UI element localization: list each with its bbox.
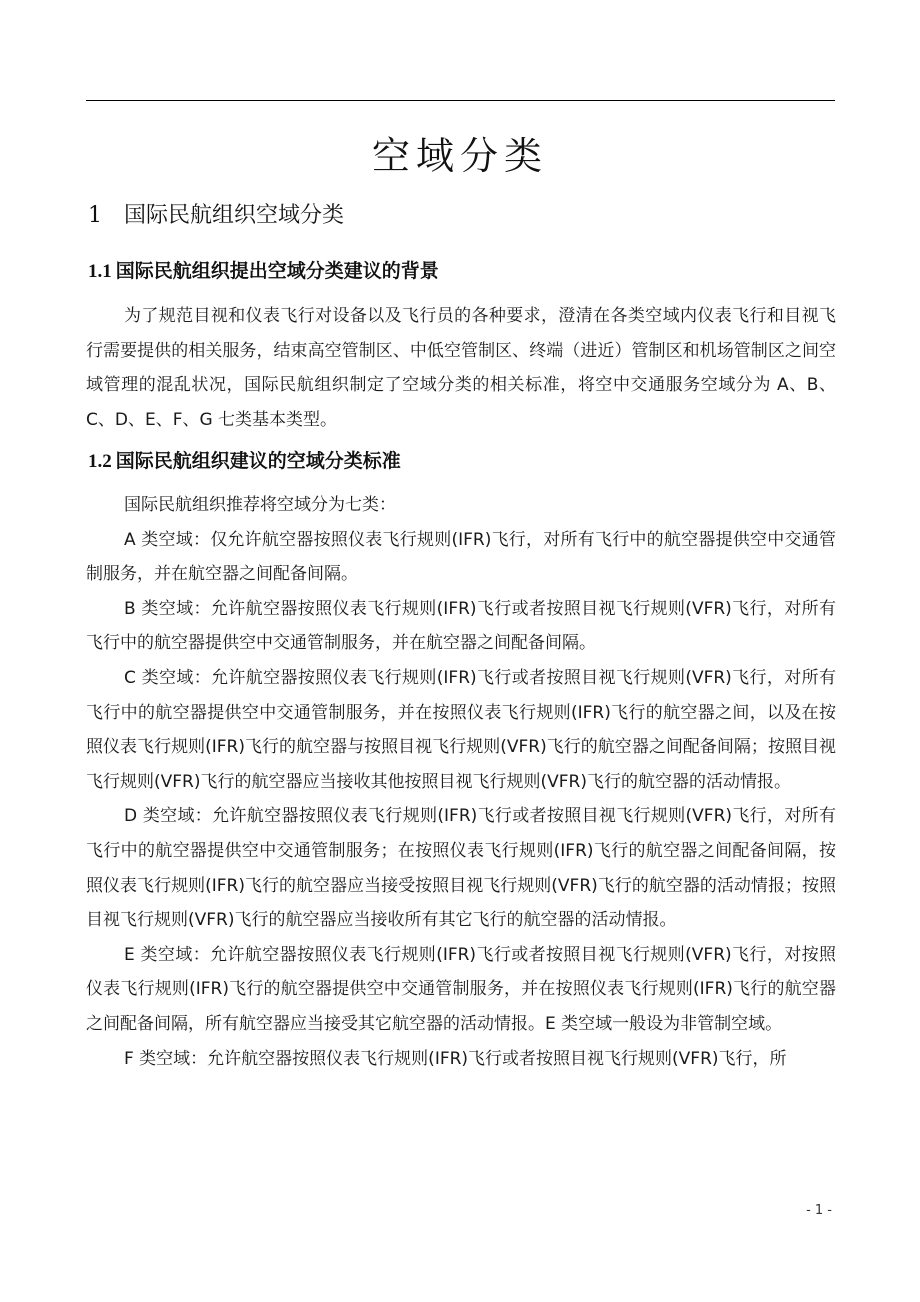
paragraph-class-c: C 类空域：允许航空器按照仪表飞行规则(IFR)飞行或者按照目视飞行规则(VFR)飞行，对所有飞行中的航空器提供空中交通管制服务，并在按照仪表飞行规则(IFR)飞行的航空器之间，以及在按照仪表飞行规则(IFR)飞行的航空器与按照目视飞行规则(VFR)飞行的航空器之间配备间隔；按照目视飞行规则(VFR)飞行的航空器应当接收其他按照目视飞行规则(VFR)飞行的航空器的活动情报。 [86, 667, 836, 792]
page-number: - 1 - [806, 1203, 832, 1218]
paragraph-class-a: A 类空域：仅允许航空器按照仪表飞行规则(IFR)飞行，对所有飞行中的航空器提供空中交通管制服务，并在航空器之间配备间隔。 [86, 529, 836, 585]
section-1-1-number: 1.1 [88, 261, 112, 282]
section-1-number: 1 [88, 203, 102, 228]
paragraph-class-b: B 类空域：允许航空器按照仪表飞行规则(IFR)飞行或者按照目视飞行规则(VFR)飞行，对所有飞行中的航空器提供空中交通管制服务，并在航空器之间配备间隔。 [86, 598, 836, 654]
section-1-title: 国际民航组织空域分类 [124, 203, 345, 228]
paragraph-class-d: D 类空域：允许航空器按照仪表飞行规则(IFR)飞行或者按照目视飞行规则(VFR)飞行，对所有飞行中的航空器提供空中交通管制服务；在按照仪表飞行规则(IFR)飞行的航空器之间配备间隔，按照仪表飞行规则(IFR)飞行的航空器应当接受按照目视飞行规则(VFR)飞行的航空器的活动情报；按照目视飞行规则(VFR)飞行的航空器应当接收所有其它飞行的航空器的活动情报。 [86, 806, 836, 931]
section-1-heading [88, 196, 344, 236]
section-1-1-heading [88, 255, 439, 288]
paragraph-class-e: E 类空域：允许航空器按照仪表飞行规则(IFR)飞行或者按照目视飞行规则(VFR)飞行，对按照仪表飞行规则(IFR)飞行的航空器提供空中交通管制服务，并在按照仪表飞行规则(IFR)飞行的航空器之间配备间隔，所有航空器应当接受其它航空器的活动情报。E 类空域一般设为非管制空域。 [86, 944, 836, 1034]
section-1-2-body [86, 488, 836, 1076]
paragraph-class-f: F 类空域：允许航空器按照仪表飞行规则(IFR)飞行或者按照目视飞行规则(VFR)飞行，所 [124, 1048, 787, 1069]
section-1-2-title: 国际民航组织建议的空域分类标准 [115, 450, 401, 472]
paragraph: 为了规范目视和仪表飞行对设备以及飞行员的各种要求，澄清在各类空域内仪表飞行和目视飞行需要提供的相关服务，结束高空管制区、中低空管制区、终端（进近）管制区和机场管制区之间空域管理的混乱状况，国际民航组织制定了空域分类的相关标准，将空中交通服务空域分为 A、B、C、D、E、F、G 七类基本类型。 [86, 306, 836, 430]
section-1-2-number: 1.2 [88, 451, 112, 472]
section-1-1-title: 国际民航组织提出空域分类建议的背景 [115, 260, 439, 282]
section-1-1-body [86, 299, 836, 437]
header-rule [86, 100, 835, 101]
paragraph-intro: 国际民航组织推荐将空域分为七类： [124, 495, 396, 515]
document-title: 空域分类 [371, 134, 548, 178]
section-1-2-heading [88, 445, 401, 478]
